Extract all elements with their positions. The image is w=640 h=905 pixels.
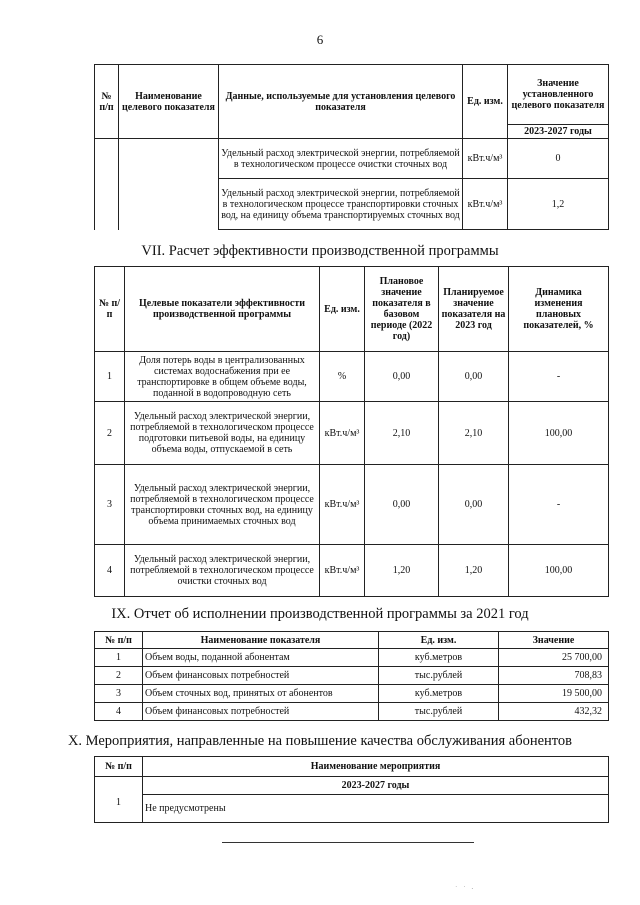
- table-cell-value: 25 700,00: [499, 649, 609, 667]
- table-cell-unit: кВт.ч/м³: [320, 545, 365, 597]
- header-num: № п/п: [95, 757, 143, 777]
- table-cell-value: 0: [508, 139, 609, 179]
- table-row: [95, 795, 609, 823]
- table-cell-name: Объем воды, поданной абонентам: [143, 649, 379, 667]
- table-row: [95, 545, 609, 597]
- section-10-title: X. Мероприятия, направленные на повышение качества обслуживания абонентов: [67, 733, 573, 749]
- table-cell-num: 4: [95, 703, 143, 721]
- table-cell-value: 1,2: [508, 179, 609, 230]
- table-cell-data: Удельный расход электрической энергии, потребляемой в технологическом процессе очистки сточных вод: [219, 139, 463, 179]
- table-cell-num: 1: [95, 649, 143, 667]
- header-period: 2023-2027 годы: [143, 777, 609, 795]
- table-cell-empty: [119, 139, 219, 230]
- header-indicator-name: Наименование целевого показателя: [119, 65, 219, 139]
- table-cell-planned: 1,20: [439, 545, 509, 597]
- table-cell-unit: куб.метров: [379, 685, 499, 703]
- table-cell-base: 0,00: [365, 352, 439, 402]
- table-cell-dynamics: -: [509, 352, 609, 402]
- table-cell-name: Объем финансовых потребностей: [143, 703, 379, 721]
- table-cell-name: Не предусмотрены: [143, 795, 609, 823]
- table-cell-base: 2,10: [365, 402, 439, 465]
- table-cell-base: 0,00: [365, 465, 439, 545]
- table-row: [95, 667, 609, 685]
- header-indicator: Целевые показатели эффективности производственной программы: [125, 267, 320, 352]
- header-name: Наименование показателя: [143, 632, 379, 649]
- table-row: [95, 352, 609, 402]
- table-cell-unit: кВт.ч/м³: [463, 179, 508, 230]
- header-unit: Ед. изм.: [379, 632, 499, 649]
- table-cell-planned: 2,10: [439, 402, 509, 465]
- table-cell-unit: тыс.рублей: [379, 703, 499, 721]
- table-cell-dynamics: -: [509, 465, 609, 545]
- table-cell-planned: 0,00: [439, 352, 509, 402]
- table-cell-empty: [95, 777, 143, 795]
- page-number: 6: [316, 32, 324, 47]
- table-cell-num: 2: [95, 402, 125, 465]
- header-value: Значение: [499, 632, 609, 649]
- header-unit: Ед. изм.: [463, 65, 508, 139]
- table-cell-num: 4: [95, 545, 125, 597]
- table-cell-unit: кВт.ч/м³: [320, 402, 365, 465]
- table-cell-unit: кВт.ч/м³: [463, 139, 508, 179]
- table-row: [95, 703, 609, 721]
- header-measure-name: Наименование мероприятия: [143, 757, 609, 777]
- header-period: 2023-2027 годы: [508, 125, 609, 139]
- table-cell-value: 19 500,00: [499, 685, 609, 703]
- table-cell-num: 2: [95, 667, 143, 685]
- table-cell-value: 708,83: [499, 667, 609, 685]
- table-cell-indicator: Удельный расход электрической энергии, потребляемой в технологическом процессе очистки сточных вод: [125, 545, 320, 597]
- scan-marks: ˙ ˙ ·: [455, 885, 476, 893]
- table-cell-name: Объем финансовых потребностей: [143, 667, 379, 685]
- efficiency-table: [94, 266, 609, 597]
- table-cell-indicator: Удельный расход электрической энергии, потребляемой в технологическом процессе подготовки питьевой воды, на единицу объема воды, отпускаемой в сеть: [125, 402, 320, 465]
- table-cell-base: 1,20: [365, 545, 439, 597]
- table-cell-empty: [95, 139, 119, 230]
- table-row: [95, 402, 609, 465]
- header-unit: Ед. изм.: [320, 267, 365, 352]
- table-cell-unit: кВт.ч/м³: [320, 465, 365, 545]
- table-cell-num: 1: [95, 352, 125, 402]
- table-cell-planned: 0,00: [439, 465, 509, 545]
- table-cell-value: 432,32: [499, 703, 609, 721]
- table-cell-unit: %: [320, 352, 365, 402]
- header-source-data: Данные, используемые для установления целевого показателя: [219, 65, 463, 139]
- table-cell-num: 3: [95, 465, 125, 545]
- section-9-title: IX. Отчет об исполнении производственной программы за 2021 год: [111, 606, 529, 622]
- table-cell-data: Удельный расход электрической энергии, потребляемой в технологическом процессе транспортировки сточных вод, на единицу объема транспортируемых сточных вод: [219, 179, 463, 230]
- table-cell-num: 3: [95, 685, 143, 703]
- header-target-value: Значение установленного целевого показателя: [508, 65, 609, 125]
- table-cell-indicator: Удельный расход электрической энергии, потребляемой в технологическом процессе транспортировки сточных вод, на единицу объема принимаемых сточных вод: [125, 465, 320, 545]
- table-cell-name: Объем сточных вод, принятых от абонентов: [143, 685, 379, 703]
- header-num: № п/п: [95, 267, 125, 352]
- signature-line: [222, 842, 474, 843]
- report-table: [94, 631, 609, 721]
- header-planned: Планируемое значение показателя на 2023 год: [439, 267, 509, 352]
- table-row: [95, 465, 609, 545]
- table-cell-num: 1: [95, 795, 143, 823]
- header-num: № п/п: [95, 632, 143, 649]
- measures-table: [94, 756, 609, 823]
- table-cell-dynamics: 100,00: [509, 545, 609, 597]
- header-base-period: Плановое значение показателя в базовом периоде (2022 год): [365, 267, 439, 352]
- table-cell-unit: куб.метров: [379, 649, 499, 667]
- header-num: № п/п: [95, 65, 119, 139]
- table-cell-dynamics: 100,00: [509, 402, 609, 465]
- table-cell-indicator: Доля потерь воды в централизованных системах водоснабжения при ее транспортировке в общем объеме воды, поданной в водопроводную сеть: [125, 352, 320, 402]
- table-row: [95, 685, 609, 703]
- target-indicators-table: [94, 64, 609, 230]
- header-dynamics: Динамика изменения плановых показателей, %: [509, 267, 609, 352]
- table-row: [95, 649, 609, 667]
- table-cell-unit: тыс.рублей: [379, 667, 499, 685]
- section-7-title: VII. Расчет эффективности производственной программы: [141, 243, 499, 259]
